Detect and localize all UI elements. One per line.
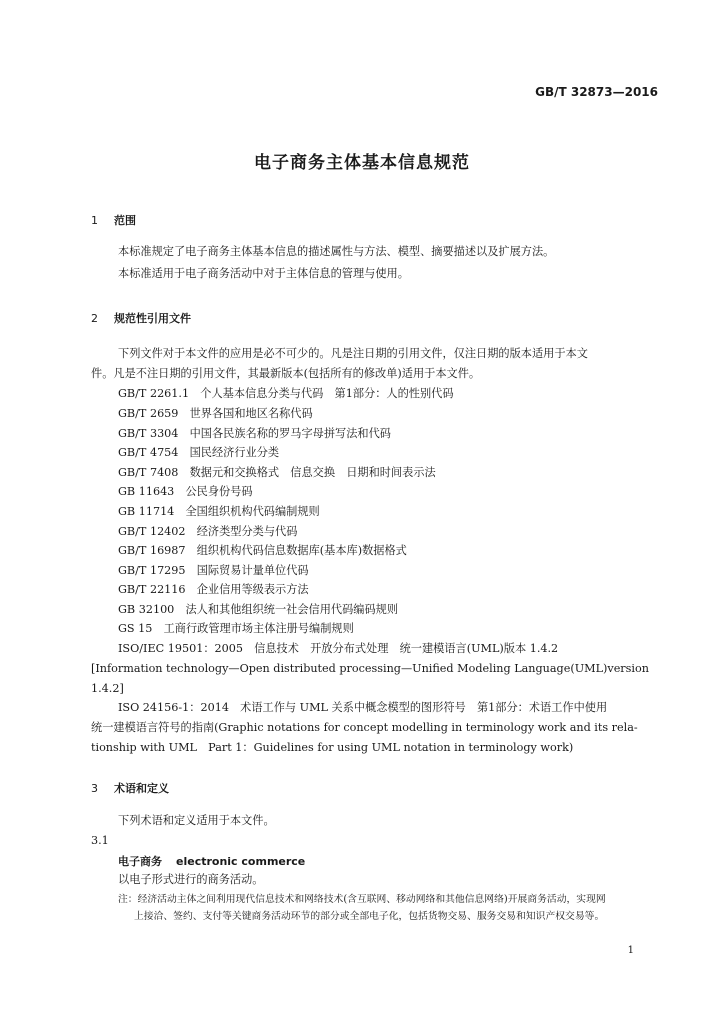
section-1-heading <box>91 212 136 228</box>
reference-item: GB/T 7408 数据元和交换格式 信息交换 日期和时间表示法 <box>118 466 436 479</box>
reference-iso19501-line-2: [Information technology—Open distributed processing—Unified Modeling Language(UML)version <box>91 662 649 675</box>
note-line-1: 注：经济活动主体之间利用现代信息技术和网络技术(含互联网、移动网络和其他信息网络)开展商务活动，实现网 <box>118 894 606 905</box>
section-number: 1 <box>91 214 98 227</box>
page-title: 电子商务主体基本信息规范 <box>254 153 470 173</box>
reference-item: GB/T 2261.1 个人基本信息分类与代码 第1部分：人的性别代码 <box>118 387 454 400</box>
reference-item: GS 15 工商行政管理市场主体注册号编制规则 <box>118 622 354 635</box>
reference-iso19501-line-1: ISO/IEC 19501：2005 信息技术 开放分布式处理 统一建模语言(UML)版本 1.4.2 <box>118 642 559 655</box>
reference-item: GB/T 12402 经济类型分类与代码 <box>118 525 298 538</box>
scope-paragraph-2: 本标准适用于电子商务活动中对于主体信息的管理与使用。 <box>118 267 409 280</box>
term-number: 3.1 <box>91 834 109 847</box>
term-entry <box>118 853 305 869</box>
reference-iso24156-line-1: ISO 24156-1：2014 术语工作与 UML 关系中概念模型的图形符号 第1部分：术语工作中使用 <box>118 701 608 714</box>
section-title: 术语和定义 <box>114 782 169 795</box>
terms-intro: 下列术语和定义适用于本文件。 <box>118 814 275 827</box>
reference-iso19501-line-3: 1.4.2] <box>91 682 124 695</box>
section-3-heading <box>91 780 169 796</box>
page-number: 1 <box>627 945 634 956</box>
reference-item: GB/T 4754 国民经济行业分类 <box>118 446 280 459</box>
section-title: 范围 <box>114 214 136 227</box>
term-chinese: 电子商务 <box>118 855 162 868</box>
section-number: 3 <box>91 782 98 795</box>
reference-item: GB 32100 法人和其他组织统一社会信用代码编码规则 <box>118 603 399 616</box>
term-definition: 以电子形式进行的商务活动。 <box>118 873 264 886</box>
standard-code: GB/T 32873—2016 <box>535 85 658 99</box>
normative-intro-line-2: 件。凡是不注日期的引用文件，其最新版本(包括所有的修改单)适用于本文件。 <box>91 367 481 380</box>
section-title: 规范性引用文件 <box>114 312 191 325</box>
note-line-2: 上接洽、签约、支付等关键商务活动环节的部分或全部电子化，包括货物交易、服务交易和知识产权交易等。 <box>134 911 605 922</box>
reference-item: GB/T 3304 中国各民族名称的罗马字母拼写法和代码 <box>118 427 391 440</box>
term-english: electronic commerce <box>176 855 306 868</box>
reference-item: GB/T 17295 国际贸易计量单位代码 <box>118 564 309 577</box>
normative-intro-line-1: 下列文件对于本文件的应用是必不可少的。凡是注日期的引用文件，仅注日期的版本适用于本文 <box>118 347 588 360</box>
reference-item: GB 11643 公民身份号码 <box>118 485 253 498</box>
reference-item: GB/T 22116 企业信用等级表示方法 <box>118 583 309 596</box>
reference-item: GB 11714 全国组织机构代码编制规则 <box>118 505 320 518</box>
reference-item: GB/T 16987 组织机构代码信息数据库(基本库)数据格式 <box>118 544 407 557</box>
reference-item: GB/T 2659 世界各国和地区名称代码 <box>118 407 313 420</box>
reference-iso24156-line-2: 统一建模语言符号的指南(Graphic notations for concept modelling in terminology work and its rela- <box>91 721 638 734</box>
section-2-heading <box>91 310 191 326</box>
scope-paragraph-1: 本标准规定了电子商务主体基本信息的描述属性与方法、模型、摘要描述以及扩展方法。 <box>118 245 555 258</box>
section-number: 2 <box>91 312 98 325</box>
reference-iso24156-line-3: tionship with UML Part 1：Guidelines for using UML notation in terminology work) <box>91 741 574 754</box>
